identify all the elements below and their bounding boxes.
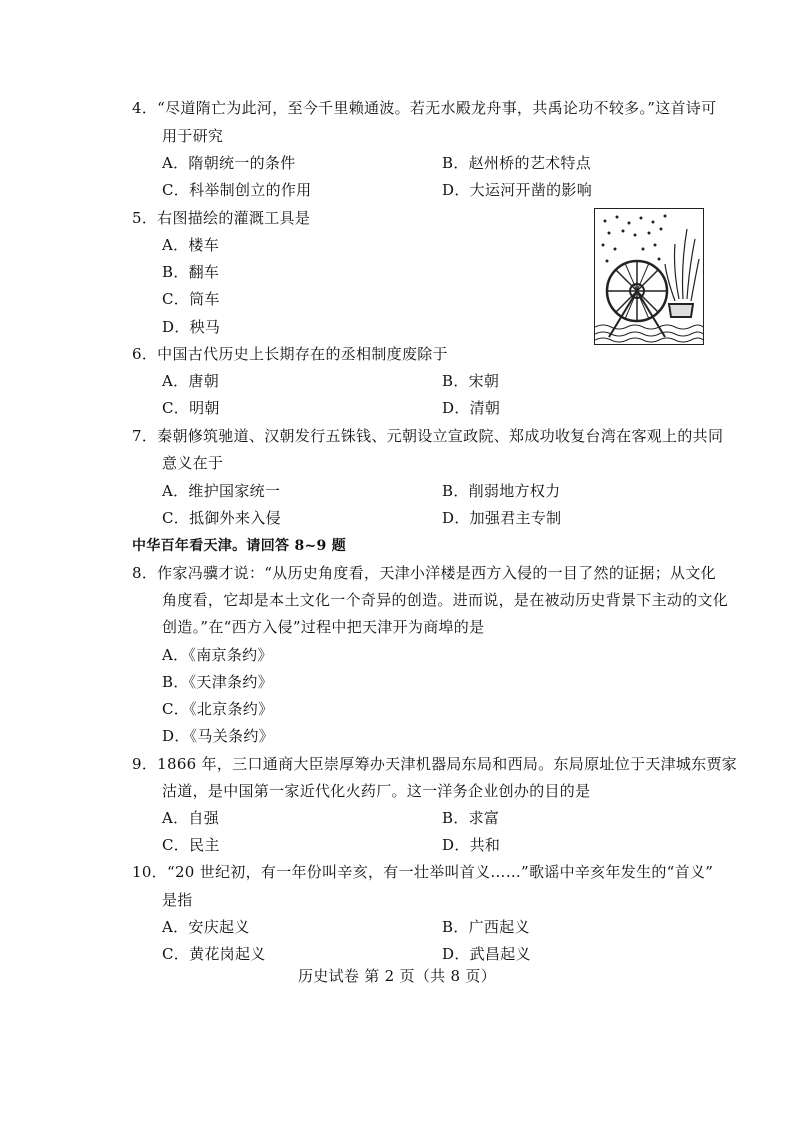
section-intro: 中华百年看天津。请回答 8~9 题 bbox=[132, 538, 347, 554]
q8-stem: 8．作家冯骥才说：“从历史角度看，天津小洋楼是西方入侵的一目了然的证据；从文化 bbox=[132, 564, 716, 582]
q10-option-d: D．武昌起义 bbox=[442, 945, 531, 963]
q6-option-a: A．唐朝 bbox=[162, 372, 220, 390]
q10-stem-cont: 是指 bbox=[162, 891, 193, 909]
q8-option-d: D．《马关条约》 bbox=[162, 727, 274, 745]
q5-option-c: C．筒车 bbox=[162, 290, 220, 308]
q9-stem: 9．1866 年，三口通商大臣崇厚筹办天津机器局东局和西局。东局原址位于天津城东贾家 bbox=[132, 755, 738, 773]
q4-option-c: C．科举制创立的作用 bbox=[162, 181, 312, 199]
q5-option-a: A．楼车 bbox=[162, 236, 220, 254]
q6-stem: 6．中国古代历史上长期存在的丞相制度废除于 bbox=[132, 345, 448, 363]
page-footer: 历史试卷 第 2 页（共 8 页） bbox=[297, 967, 497, 985]
q7-stem: 7．秦朝修筑驰道、汉朝发行五铢钱、元朝设立宣政院、郑成功收复台湾在客观上的共同 bbox=[132, 427, 724, 445]
q6-option-b: B．宋朝 bbox=[442, 372, 500, 390]
q7-option-b: B．削弱地方权力 bbox=[442, 482, 561, 500]
q6-option-c: C．明朝 bbox=[162, 399, 220, 417]
q4-option-a: A．隋朝统一的条件 bbox=[162, 154, 296, 172]
q9-option-d: D．共和 bbox=[442, 836, 501, 854]
q10-stem: 10．“20 世纪初，有一年份叫辛亥，有一壮举叫首义……”歌谣中辛亥年发生的“首义” bbox=[132, 863, 714, 881]
q7-stem-cont: 意义在于 bbox=[162, 454, 224, 472]
q10-option-a: A．安庆起义 bbox=[162, 918, 250, 936]
q4-option-d: D．大运河开凿的影响 bbox=[442, 181, 593, 199]
q5-stem: 5．右图描绘的灌溉工具是 bbox=[132, 209, 311, 227]
q6-option-d: D．清朝 bbox=[442, 399, 501, 417]
q9-option-a: A．自强 bbox=[162, 809, 220, 827]
q7-option-d: D．加强君主专制 bbox=[442, 509, 562, 527]
q8-option-c: C．《北京条约》 bbox=[162, 700, 274, 718]
q8-stem-cont-1: 角度看，它却是本土文化一个奇异的创造。进而说，是在被动历史背景下主动的文化 bbox=[162, 591, 729, 609]
q4-stem-cont: 用于研究 bbox=[162, 127, 224, 145]
irrigation-wheel-illustration bbox=[594, 208, 704, 345]
q9-option-c: C．民主 bbox=[162, 836, 220, 854]
q10-option-c: C．黄花岗起义 bbox=[162, 945, 266, 963]
q7-option-c: C．抵御外来入侵 bbox=[162, 509, 281, 527]
q8-option-b: B．《天津条约》 bbox=[162, 673, 273, 691]
q10-option-b: B．广西起义 bbox=[442, 918, 530, 936]
q4-stem: 4．“尽道隋亡为此河，至今千里赖通波。若无水殿龙舟事，共禹论功不较多。”这首诗可 bbox=[132, 99, 717, 117]
q9-option-b: B．求富 bbox=[442, 809, 500, 827]
q7-option-a: A．维护国家统一 bbox=[162, 482, 281, 500]
q5-option-b: B．翻车 bbox=[162, 263, 220, 281]
q8-stem-cont-2: 创造。”在“西方入侵”过程中把天津开为商埠的是 bbox=[162, 618, 485, 636]
q9-stem-cont: 沽道，是中国第一家近代化火药厂。这一洋务企业创办的目的是 bbox=[162, 782, 591, 800]
q4-option-b: B．赵州桥的艺术特点 bbox=[442, 154, 592, 172]
q5-option-d: D．秧马 bbox=[162, 318, 221, 336]
q8-option-a: A．《南京条约》 bbox=[162, 646, 273, 664]
